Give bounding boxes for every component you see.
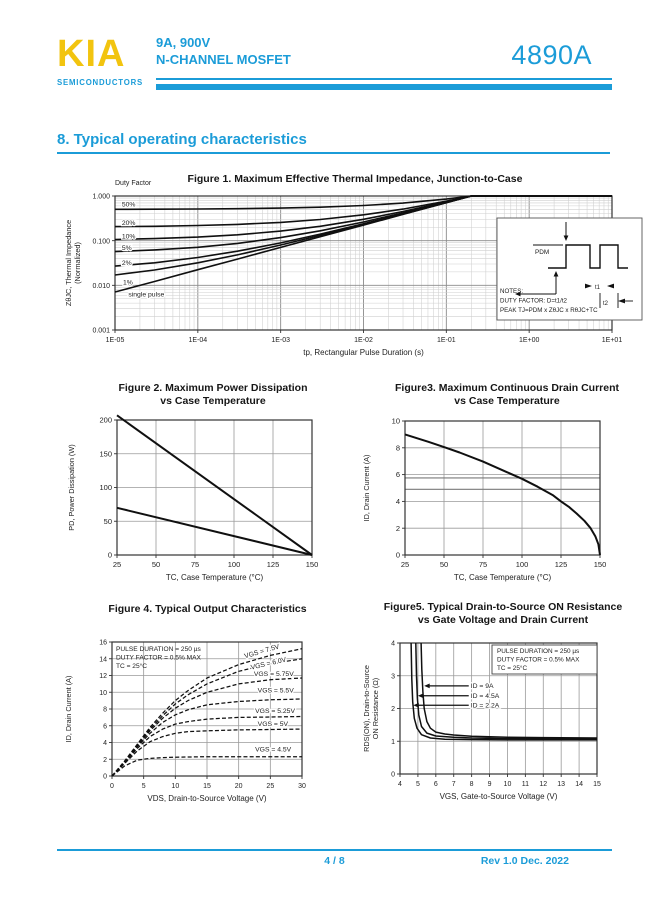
svg-text:4: 4 xyxy=(391,640,395,648)
svg-text:1E-05: 1E-05 xyxy=(105,337,125,344)
figure-1-chart xyxy=(62,172,645,382)
svg-text:8: 8 xyxy=(395,443,400,453)
svg-text:TC = 25°C: TC = 25°C xyxy=(497,664,528,672)
svg-text:RDS(ON), Drain-to-Source: RDS(ON), Drain-to-Source xyxy=(362,665,371,752)
svg-text:TC, Case Temperature (°C): TC, Case Temperature (°C) xyxy=(165,573,264,582)
svg-text:TC, Case Temperature (°C): TC, Case Temperature (°C) xyxy=(453,573,552,582)
figure-5-chart xyxy=(360,626,645,826)
svg-text:12: 12 xyxy=(99,673,107,681)
svg-text:PD, Power Dissipation (W): PD, Power Dissipation (W) xyxy=(67,444,76,531)
svg-text:2: 2 xyxy=(391,706,395,714)
svg-text:Duty Factor: Duty Factor xyxy=(115,180,152,187)
figure-5-title xyxy=(368,601,638,627)
device-type: N-CHANNEL MOSFET xyxy=(156,52,291,67)
svg-text:1E+01: 1E+01 xyxy=(601,337,623,344)
figure-2-chart xyxy=(65,412,345,612)
svg-text:5%: 5% xyxy=(121,244,132,252)
svg-text:t1: t1 xyxy=(595,285,601,291)
figure-1-title: Figure 1. Maximum Effective Thermal Impedance, Junction-to-Case xyxy=(187,173,523,185)
svg-text:13: 13 xyxy=(557,781,566,788)
svg-text:1%: 1% xyxy=(123,279,133,287)
svg-text:VGS = 6.0V: VGS = 6.0V xyxy=(250,656,287,672)
svg-text:50%: 50% xyxy=(121,201,136,209)
svg-text:10%: 10% xyxy=(121,233,136,241)
svg-text:75: 75 xyxy=(190,560,200,569)
svg-text:4: 4 xyxy=(398,781,402,788)
page-indicator: 4 / 8 xyxy=(324,855,345,867)
svg-text:PULSE DURATION = 250 µs: PULSE DURATION = 250 µs xyxy=(497,648,580,655)
figure-3-chart xyxy=(360,412,645,612)
svg-text:50: 50 xyxy=(151,560,161,569)
svg-text:20%: 20% xyxy=(121,219,136,227)
svg-text:DUTY FACTOR: D=t1/t2: DUTY FACTOR: D=t1/t2 xyxy=(500,297,567,305)
figure-4-chart xyxy=(62,626,347,826)
svg-text:PDM: PDM xyxy=(535,249,550,256)
svg-text:single pulse: single pulse xyxy=(128,291,165,299)
svg-text:5: 5 xyxy=(415,781,420,788)
svg-text:1E-01: 1E-01 xyxy=(436,337,456,344)
svg-text:200: 200 xyxy=(99,415,112,425)
svg-text:20: 20 xyxy=(234,783,243,790)
svg-text:50: 50 xyxy=(103,516,112,526)
svg-text:14: 14 xyxy=(99,656,107,664)
svg-text:8: 8 xyxy=(469,781,474,788)
svg-text:1E-03: 1E-03 xyxy=(271,337,291,344)
svg-text:6: 6 xyxy=(433,781,438,788)
svg-text:100: 100 xyxy=(227,560,241,569)
svg-text:1: 1 xyxy=(391,738,395,746)
svg-text:tp, Rectangular Pulse Duration: tp, Rectangular Pulse Duration (s) xyxy=(303,348,424,357)
chart-svg-figure-2 xyxy=(65,412,345,607)
svg-text:125: 125 xyxy=(266,560,280,569)
svg-text:125: 125 xyxy=(554,560,568,569)
svg-text:25: 25 xyxy=(400,560,410,569)
svg-text:11: 11 xyxy=(521,781,530,788)
svg-text:10: 10 xyxy=(171,783,180,790)
kia-logo: KIA xyxy=(57,33,126,75)
svg-text:PULSE DURATION = 250 µs: PULSE DURATION = 250 µs xyxy=(116,646,201,653)
svg-text:VGS = 5.25V: VGS = 5.25V xyxy=(255,708,296,716)
svg-text:25: 25 xyxy=(266,783,275,790)
svg-text:10: 10 xyxy=(99,689,107,697)
svg-text:0: 0 xyxy=(103,773,107,781)
svg-text:ID = 2.2A: ID = 2.2A xyxy=(470,702,500,710)
svg-text:150: 150 xyxy=(593,560,607,569)
svg-text:DUTY FACTOR = 0.5% MAX: DUTY FACTOR = 0.5% MAX xyxy=(497,656,580,664)
svg-text:75: 75 xyxy=(478,560,488,569)
device-rating: 9A, 900V xyxy=(156,35,211,50)
svg-text:1.000: 1.000 xyxy=(92,193,110,201)
chart-svg-figure-1 xyxy=(62,172,645,377)
svg-text:4: 4 xyxy=(395,497,400,506)
svg-text:6: 6 xyxy=(103,723,107,731)
svg-text:1E-04: 1E-04 xyxy=(188,337,208,344)
svg-text:15: 15 xyxy=(593,781,601,788)
figure-3-title-line2: vs Case Temperature xyxy=(454,395,560,407)
svg-text:ID = 9A: ID = 9A xyxy=(470,683,494,691)
svg-text:50: 50 xyxy=(439,560,449,569)
svg-text:ID, Drain Current (A): ID, Drain Current (A) xyxy=(64,675,73,743)
svg-text:15: 15 xyxy=(203,783,211,790)
section-title: 8. Typical operating characteristics xyxy=(57,131,307,148)
svg-text:0.001: 0.001 xyxy=(92,327,110,335)
chart-svg-figure-4 xyxy=(62,626,347,821)
svg-text:6: 6 xyxy=(395,470,400,480)
svg-text:2: 2 xyxy=(395,523,400,533)
svg-text:10: 10 xyxy=(391,416,400,426)
svg-text:30: 30 xyxy=(298,783,306,790)
svg-text:2%: 2% xyxy=(121,260,132,268)
svg-text:VGS = 5.75V: VGS = 5.75V xyxy=(253,670,294,678)
svg-text:VGS = 5.5V: VGS = 5.5V xyxy=(257,687,294,695)
figure-2-title-line1: Figure 2. Maximum Power Dissipation xyxy=(118,382,308,394)
svg-text:16: 16 xyxy=(99,639,107,647)
header-rule-thin xyxy=(156,78,612,80)
figure-5-title-line1: Figure5. Typical Drain-to-Source ON Resistance xyxy=(383,601,623,613)
svg-text:t2: t2 xyxy=(603,301,609,307)
svg-text:1E-02: 1E-02 xyxy=(354,337,373,344)
svg-text:4: 4 xyxy=(103,740,107,748)
svg-text:3: 3 xyxy=(391,673,395,681)
svg-text:TC = 25°C: TC = 25°C xyxy=(116,662,148,670)
svg-text:ZθJC, Thermal Impedance: ZθJC, Thermal Impedance xyxy=(64,219,73,307)
svg-text:0: 0 xyxy=(391,771,395,779)
svg-text:150: 150 xyxy=(99,449,112,459)
part-number: 4890A xyxy=(511,40,592,70)
svg-text:ID, Drain Current (A): ID, Drain Current (A) xyxy=(362,454,371,522)
svg-text:ID = 4.5A: ID = 4.5A xyxy=(470,693,500,701)
figure-2-title-line2: vs Case Temperature xyxy=(160,395,266,407)
svg-text:ON Resistance (Ω): ON Resistance (Ω) xyxy=(371,677,380,740)
svg-text:1E+00: 1E+00 xyxy=(518,337,540,344)
svg-text:0: 0 xyxy=(395,550,400,560)
svg-text:8: 8 xyxy=(103,706,107,714)
figure-3-title xyxy=(372,382,642,408)
figure-4-title: Figure 4. Typical Output Characteristics xyxy=(108,603,307,615)
revision-label: Rev 1.0 Dec. 2022 xyxy=(480,855,569,867)
figure-3-title-line1: Figure3. Maximum Continuous Drain Current xyxy=(394,382,620,394)
svg-text:14: 14 xyxy=(575,781,583,788)
svg-text:2: 2 xyxy=(103,756,107,764)
svg-text:VGS = 4.5V: VGS = 4.5V xyxy=(255,746,292,754)
svg-text:5: 5 xyxy=(141,783,146,790)
svg-text:VGS = 7.5V: VGS = 7.5V xyxy=(243,643,281,661)
chart-svg-figure-3 xyxy=(360,412,645,607)
svg-text:100: 100 xyxy=(99,483,112,493)
svg-text:0: 0 xyxy=(110,783,114,790)
svg-text:VDS, Drain-to-Source Voltage (: VDS, Drain-to-Source Voltage (V) xyxy=(147,794,267,803)
svg-text:100: 100 xyxy=(515,560,529,569)
svg-text:10: 10 xyxy=(503,781,512,788)
svg-text:9: 9 xyxy=(487,781,492,788)
section-title-underline xyxy=(57,152,610,154)
svg-text:150: 150 xyxy=(305,560,319,569)
svg-text:0.100: 0.100 xyxy=(92,238,110,246)
svg-text:NOTES:: NOTES: xyxy=(500,288,524,295)
figure-2-title xyxy=(78,382,348,408)
logo-subtitle: SEMICONDUCTORS xyxy=(57,78,143,87)
svg-text:25: 25 xyxy=(112,560,122,569)
figure-5-title-line2: vs Gate Voltage and Drain Current xyxy=(417,614,589,626)
svg-text:(Normalized): (Normalized) xyxy=(73,242,82,284)
svg-text:12: 12 xyxy=(539,781,548,788)
header-rule-thick xyxy=(156,84,612,90)
footer-rule xyxy=(57,849,612,851)
svg-text:DUTY FACTOR = 0.5% MAX: DUTY FACTOR = 0.5% MAX xyxy=(116,654,201,662)
svg-text:VGS = 5V: VGS = 5V xyxy=(257,721,289,729)
svg-text:PEAK TJ=PDM x ZθJC x RθJC+TC: PEAK TJ=PDM x ZθJC x RθJC+TC xyxy=(500,307,598,314)
svg-text:0: 0 xyxy=(107,550,112,560)
svg-text:0.010: 0.010 xyxy=(92,282,110,290)
svg-text:VGS, Gate-to-Source Voltage (V: VGS, Gate-to-Source Voltage (V) xyxy=(439,792,558,801)
svg-text:7: 7 xyxy=(451,781,456,788)
chart-svg-figure-5 xyxy=(360,626,645,821)
